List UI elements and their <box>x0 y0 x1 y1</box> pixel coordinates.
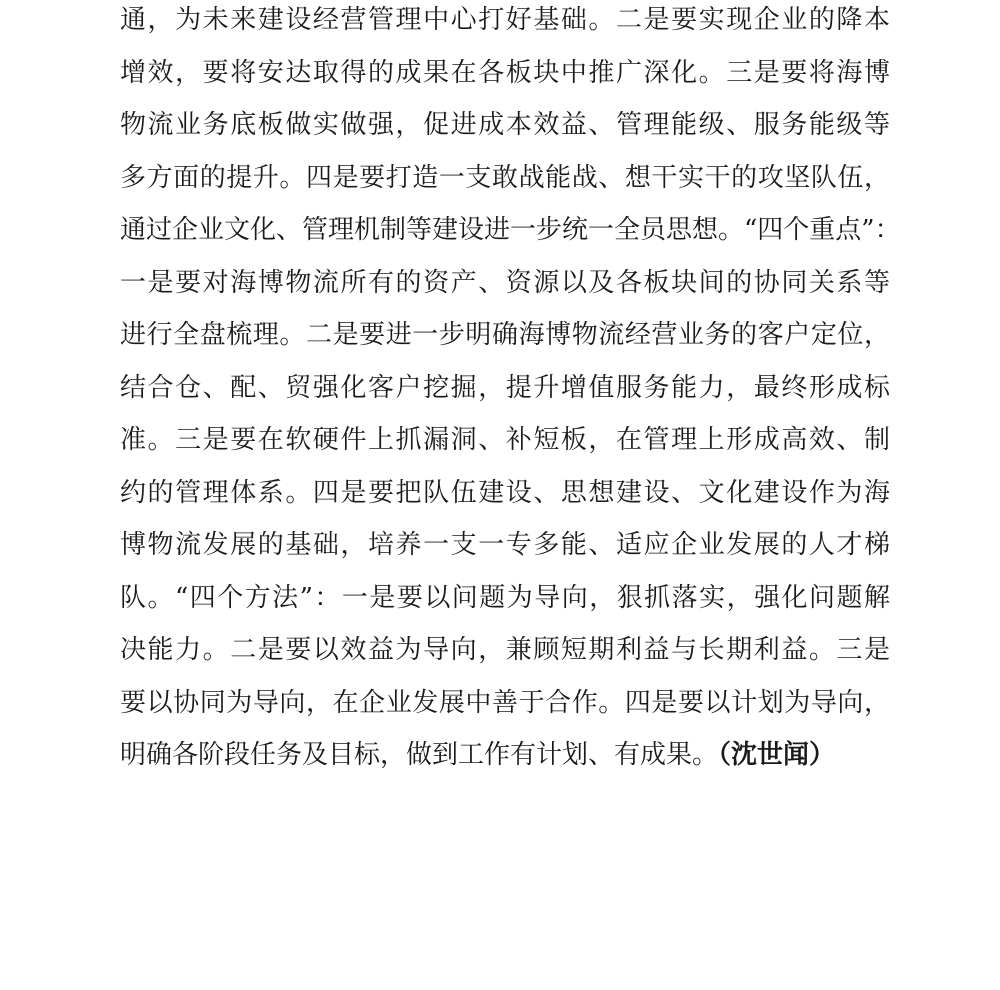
paragraph-line-3: 物流业务底板做实做强，促进成本效益、管理能级、服务能级等 <box>120 110 890 140</box>
paragraph-line-11: 博物流发展的基础，培养一支一专多能、适应企业发展的人才梯 <box>120 530 890 560</box>
paragraph-line-6: 一是要对海博物流所有的资产、资源以及各板块间的协同关系等 <box>120 267 890 298</box>
paragraph-line-15 <box>120 729 890 782</box>
article-body <box>120 0 901 782</box>
paragraph-line-9: 准。三是要在软硬件上抓漏洞、补短板，在管理上形成高效、制 <box>120 425 890 455</box>
author-byline: （沈世闻） <box>718 740 836 770</box>
paragraph-line-4: 多方面的提升。四是要打造一支敢战能战、想干实干的攻坚队伍， <box>120 162 890 193</box>
paragraph-line-10: 约的管理体系。四是要把队伍建设、思想建设、文化建设作为海 <box>120 477 890 508</box>
paragraph-line-14: 要以协同为导向，在企业发展中善于合作。四是要以计划为导向， <box>120 687 890 718</box>
paragraph-line-12: 队。“四个方法”：一是要以问题为导向，狠抓落实，强化问题解 <box>120 582 890 613</box>
paragraph-line-2: 增效，要将安达取得的成果在各板块中推广深化。三是要将海博 <box>120 57 890 88</box>
paragraph-line-5: 通过企业文化、管理机制等建设进一步统一全员思想。“四个重点”： <box>120 215 901 245</box>
paragraph-line-8: 结合仓、配、贸强化客户挖掘，提升增值服务能力，最终形成标 <box>120 372 890 403</box>
closing-sentence: 明确各阶段任务及目标，做到工作有计划、有成果。 <box>120 740 719 770</box>
paragraph-line-1: 通，为未来建设经营管理中心打好基础。二是要实现企业的降本 <box>120 5 890 35</box>
paragraph-line-13: 决能力。二是要以效益为导向，兼顾短期利益与长期利益。三是 <box>120 635 890 665</box>
paragraph-line-7: 进行全盘梳理。二是要进一步明确海博物流经营业务的客户定位， <box>120 320 890 350</box>
